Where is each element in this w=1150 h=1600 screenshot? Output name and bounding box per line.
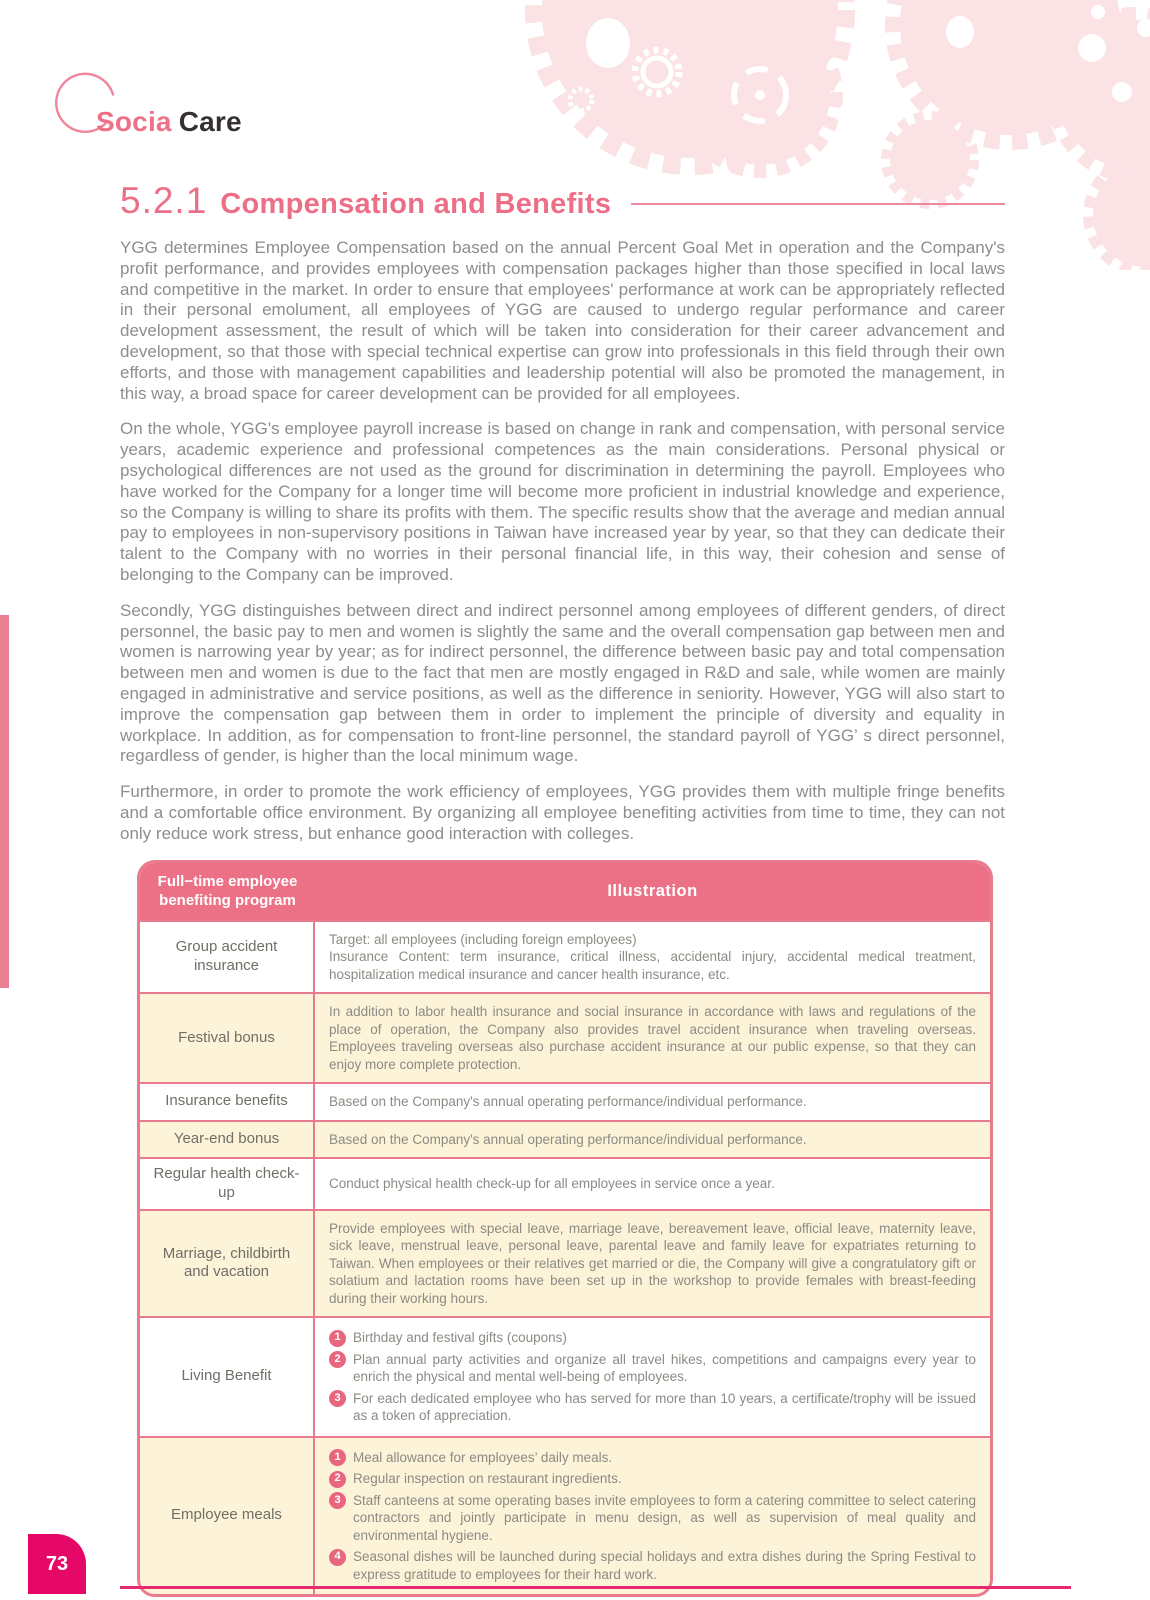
benefits-table: [137, 860, 993, 1598]
number-badge-icon: 1: [329, 1449, 346, 1466]
illustration-cell: [315, 1438, 990, 1595]
table-header-row: [140, 863, 990, 920]
numbered-item: [329, 1390, 976, 1425]
number-badge-icon: 2: [329, 1351, 346, 1368]
number-badge-icon: 4: [329, 1549, 346, 1566]
program-label: Year-end bonus: [140, 1122, 315, 1158]
number-badge-icon: 2: [329, 1471, 346, 1488]
table-row: [140, 1436, 990, 1595]
numbered-item: [329, 1351, 976, 1386]
illustration-text: Target: all employees (including foreign employees): [329, 931, 637, 947]
program-label: Regular health check-up: [140, 1159, 315, 1209]
illustration-text: Conduct physical health check-up for all employees in service once a year.: [329, 1176, 775, 1192]
numbered-item: [329, 1548, 976, 1583]
paragraph-4: Furthermore, in order to promote the work efficiency of employees, YGG provides them with multiple fringe benefits and a comfortable office environment. By organizing all employee benefiting activities from time to time, they can not only reduce work stress, but enhance good interaction with colleges.: [120, 782, 1005, 843]
numbered-item-text: Plan annual party activities and organize all travel hikes, competitions and campaigns every year to enrich the physical and mental well-being of employees.: [353, 1351, 976, 1385]
illustration-text: In addition to labor health insurance and social insurance in accordance with laws and regulations of the place of operation, the Company also provides travel accident insurance when traveling overseas. Employees traveling overseas also purchase accident insurance at our public expense, so that they can enjoy more complete protection.: [329, 1004, 976, 1072]
illustration-text: Provide employees with special leave, marriage leave, bereavement leave, official leave, maternity leave, sick leave, menstrual leave, personal leave, parental leave and family leave for expatriates returning to Taiwan. When employees or their relatives get married or die, the Company will give a congratulatory gift or solatium and lactation rooms have been set up in the workshop to provide females with breast-feeding during their working hours.: [329, 1220, 976, 1306]
table-row: [140, 1209, 990, 1317]
numbered-item: [329, 1449, 976, 1467]
table-row: [140, 1082, 990, 1120]
illustration-cell: [315, 922, 990, 993]
heading-rule: [631, 203, 1005, 205]
section-title: Compensation and Benefits: [220, 188, 612, 220]
brand-word-dark: Care: [178, 106, 242, 137]
table-row: [140, 920, 990, 993]
numbered-item-text: Meal allowance for employees’ daily meals.: [353, 1449, 613, 1465]
number-badge-icon: 3: [329, 1390, 346, 1407]
illustration-cell: [315, 1084, 990, 1120]
page-number-badge: [28, 1534, 86, 1594]
table-row: [140, 1157, 990, 1209]
program-label: Living Benefit: [140, 1318, 315, 1436]
table-row: [140, 992, 990, 1082]
page-number: 73: [45, 1552, 69, 1575]
brand-title: [96, 106, 242, 138]
program-label: Employee meals: [140, 1438, 315, 1595]
numbered-item-text: For each dedicated employee who has served for more than 10 years, a certificate/trophy will be issued as a token of appreciation.: [353, 1390, 976, 1424]
illustration-cell: [315, 994, 990, 1082]
numbered-item-text: Birthday and festival gifts (coupons): [353, 1330, 567, 1346]
program-label: Festival bonus: [140, 994, 315, 1082]
illustration-cell: [315, 1159, 990, 1209]
program-label: Insurance benefits: [140, 1084, 315, 1120]
numbered-item-text: Regular inspection on restaurant ingredients.: [353, 1471, 622, 1487]
section-number: 5.2.1: [120, 180, 208, 221]
main-content: [120, 180, 1005, 1597]
program-label: Group accident insurance: [140, 922, 315, 993]
numbered-item-text: Seasonal dishes will be launched during special holidays and extra dishes during the Spring Festival to express gratitude to employees for their hard work.: [353, 1549, 976, 1582]
illustration-text: Insurance Content: term insurance, critical illness, accidental injury, accidental medical treatment, hospitalization medical insurance and cancer health insurance, etc.: [329, 949, 976, 982]
illustration-text: Based on the Company's annual operating performance/individual performance.: [329, 1094, 807, 1110]
number-badge-icon: 3: [329, 1492, 346, 1509]
left-accent-bar: [0, 615, 9, 988]
section-heading: [120, 180, 1005, 222]
illustration-cell: [315, 1122, 990, 1158]
illustration-text: Based on the Company's annual operating performance/individual performance.: [329, 1131, 807, 1147]
brand-word-pink: Socia: [96, 106, 172, 137]
numbered-item: [329, 1470, 976, 1488]
benefits-table-body: [140, 920, 990, 1595]
paragraph-3: Secondly, YGG distinguishes between direct and indirect personnel among employees of different genders, of direct personnel, the basic pay to men and women is slightly the same and the overall compensation gap between men and women is narrowing year by year; as for indirect personnel, the difference between basic pay and total compensation between men and women is due to the fact that men are mostly engaged in R&D and sale, while women are mainly engaged in administrative and service positions, as well as the difference in seniority. However, YGG will also start to improve the compensation gap between them in order to implement the principle of diversity and equality in workplace. In addition, as for compensation to front-line personnel, the standard payroll of YGG’ s direct personnel, regardless of gender, is higher than the local minimum wage.: [120, 600, 1005, 766]
table-header-program: Full−time employee benefiting program: [157, 872, 298, 910]
illustration-cell: [315, 1318, 990, 1436]
paragraph-2: On the whole, YGG's employee payroll increase is based on change in rank and compensation, with personal service years, academic experience and professional competences as the main considerations. Personal physical or psychological differences are not used as the ground for discrimination in determining the payroll. Employees who have worked for the Company for a longer time will become more proficient in industrial knowledge and experience, so the Company is willing to share its profits with them. The specific results show that the average and median annual pay to employees in non-supervisory positions in Taiwan have increased year by year, so that they can dedicate their talent to the Company with no worries in their personal financial life, in this way, their cohesion and sense of belonging to the Company can be improved.: [120, 419, 1005, 584]
numbered-item-text: Staff canteens at some operating bases invite employees to form a catering committee to select catering contractors and jointly participate in menu design, as well as supervision of meal quality and environmental hygiene.: [353, 1492, 976, 1543]
table-header-illustration: Illustration: [607, 881, 698, 900]
number-badge-icon: 1: [329, 1330, 346, 1347]
illustration-cell: [315, 1211, 990, 1317]
program-label: Marriage, childbirth and vacation: [140, 1211, 315, 1317]
table-row: [140, 1120, 990, 1158]
numbered-item: [329, 1329, 976, 1347]
numbered-item: [329, 1492, 976, 1545]
bottom-rule: [120, 1586, 1071, 1589]
paragraph-1: YGG determines Employee Compensation based on the annual Percent Goal Met in operation and the Company's profit performance, and provides employees with compensation packages higher than those specified in local laws and competitive in the market. In order to ensure that employees' performance at work can be appropriately reflected in their personal emolument, all employees of YGG are caused to undergo regular performance and career development assessment, the result of which will be taken into consideration for their career advancement and development, so that those with special technical expertise can grow into professionals in this field through their own efforts, and those with management capabilities and leadership potential will also be promoted the management, in this way, a broad space for career development can be provided for all employees.: [120, 238, 1005, 403]
table-row: [140, 1316, 990, 1436]
